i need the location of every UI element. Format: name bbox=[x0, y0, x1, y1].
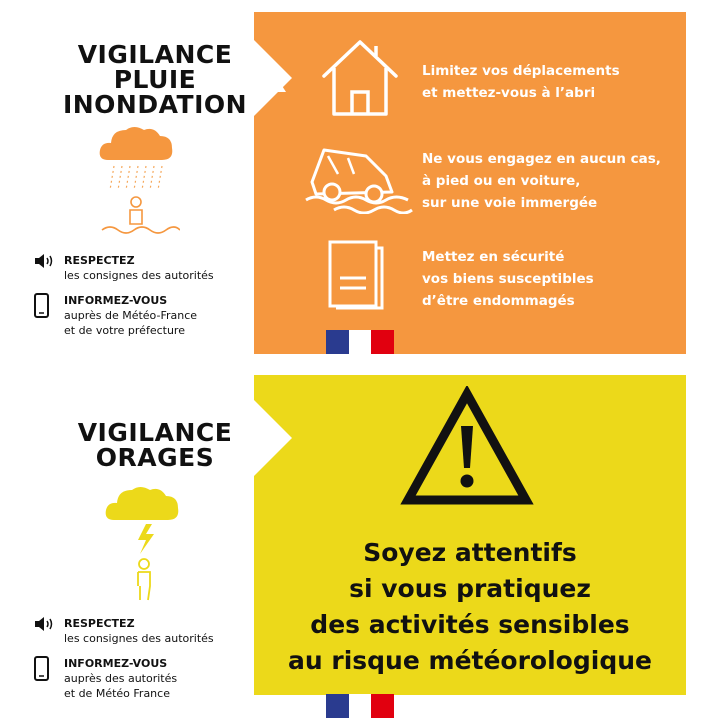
warning-triangle-icon bbox=[400, 386, 534, 508]
storm-inform-line-1: auprès des autorités bbox=[64, 672, 178, 685]
flood-inform-line-1: auprès de Météo-France bbox=[64, 309, 198, 322]
flood-pointer bbox=[254, 40, 294, 116]
storm-message-line-1: Soyez attentifs bbox=[363, 538, 577, 567]
advice-2-line-2: à pied ou en voiture, bbox=[422, 173, 581, 189]
speaker-icon bbox=[34, 253, 56, 269]
advice-3 bbox=[422, 246, 594, 312]
phone-icon bbox=[34, 656, 50, 682]
advice-1-line-1: Limitez vos déplacements bbox=[422, 63, 620, 79]
advice-1-line-2: et mettez-vous à l’abri bbox=[422, 85, 596, 101]
documents-icon bbox=[326, 238, 390, 310]
advice-2 bbox=[422, 148, 661, 214]
storm-message-line-2: si vous pratiquez bbox=[349, 574, 591, 603]
advice-2-line-3: sur une voie immergée bbox=[422, 195, 598, 211]
flood-title bbox=[60, 42, 250, 117]
storm-title-line-2: ORAGES bbox=[95, 443, 215, 472]
storm-pointer bbox=[254, 400, 294, 476]
storm-inform-head: INFORMEZ-VOUS bbox=[64, 657, 168, 670]
storm-respect-body: les consignes des autorités bbox=[64, 632, 214, 645]
advice-1 bbox=[422, 60, 620, 104]
phone-icon bbox=[34, 293, 50, 319]
flood-respect-body: les consignes des autorités bbox=[64, 269, 214, 282]
flood-title-line-1: VIGILANCE bbox=[77, 40, 233, 69]
advice-2-line-1: Ne vous engagez en aucun cas, bbox=[422, 151, 661, 167]
storm-message bbox=[254, 535, 686, 679]
storm-respect-head: RESPECTEZ bbox=[64, 617, 135, 630]
speaker-icon bbox=[34, 616, 56, 632]
house-icon bbox=[318, 38, 402, 118]
flood-title-line-3: INONDATION bbox=[62, 90, 248, 119]
advice-3-line-1: Mettez en sécurité bbox=[422, 249, 565, 265]
republic-flag-logo bbox=[326, 694, 394, 718]
storm-cloud-person-icon bbox=[104, 484, 184, 604]
storm-title-line-1: VIGILANCE bbox=[77, 418, 233, 447]
republic-flag-logo bbox=[326, 330, 394, 354]
storm-message-line-3: des activités sensibles bbox=[310, 610, 630, 639]
advice-3-line-3: d’être endommagés bbox=[422, 293, 575, 309]
advice-3-line-2: vos biens susceptibles bbox=[422, 271, 594, 287]
car-in-water-icon bbox=[304, 142, 414, 214]
flood-respect-head: RESPECTEZ bbox=[64, 254, 135, 267]
storm-message-line-4: au risque météorologique bbox=[288, 646, 652, 675]
flood-inform-head: INFORMEZ-VOUS bbox=[64, 294, 168, 307]
flood-inform-line-2: et de votre préfecture bbox=[64, 324, 185, 337]
flood-title-line-2: PLUIE bbox=[113, 65, 197, 94]
rain-cloud-person-icon bbox=[96, 120, 180, 240]
storm-title bbox=[60, 420, 250, 470]
storm-inform-line-2: et de Météo France bbox=[64, 687, 170, 700]
